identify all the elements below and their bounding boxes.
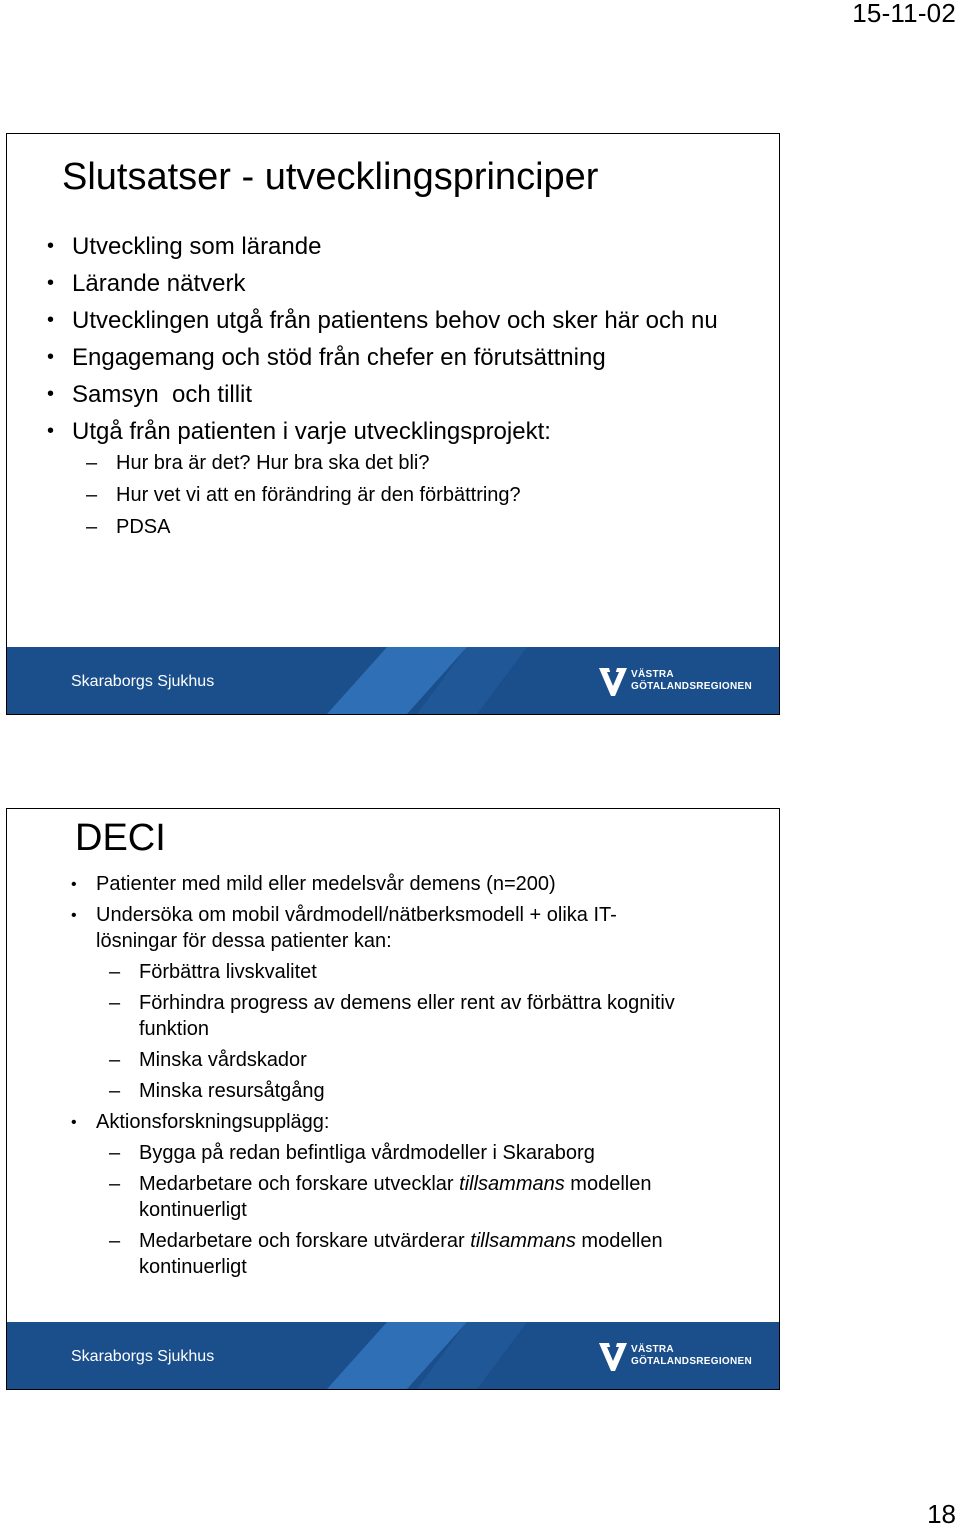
bullet-text: Engagemang och stöd från chefer en förutsättning [72, 344, 606, 371]
bullet-item [71, 1109, 741, 1135]
bullet-text: Samsyn och tillit [72, 381, 253, 408]
emphasis-text: tillsammans [470, 1230, 576, 1252]
vgr-logo [597, 1339, 753, 1373]
bullet-icon: • [47, 383, 55, 405]
logo-line-2: GÖTALANDSREGIONEN [631, 681, 753, 692]
sub-bullet-text: Hur vet vi att en förändring är den förbättring? [116, 484, 521, 506]
bullet-item [47, 231, 757, 262]
logo-line-1: VÄSTRA [631, 669, 674, 680]
sub-bullet-text: PDSA [116, 516, 171, 538]
page-date: 15-11-02 [852, 0, 956, 28]
logo-line-1: VÄSTRA [631, 1344, 674, 1355]
bullet-text: Undersöka om mobil vårdmodell/nätberksmodell + olika IT-lösningar för dessa patienter kan: [96, 904, 617, 952]
dash-icon: – [109, 1049, 121, 1071]
bullet-text: Lärande nätverk [72, 270, 246, 297]
sub-bullet-item [47, 514, 757, 540]
sub-bullet-item [71, 1078, 741, 1104]
dash-icon: – [86, 516, 98, 538]
vgr-logo-icon [597, 1339, 629, 1373]
sub-bullet-item [47, 450, 757, 476]
dash-icon: – [109, 992, 121, 1014]
sub-bullet-text: Medarbetare och forskare utvecklar [139, 1173, 460, 1195]
sub-bullet-text: Minska resursåtgång [139, 1080, 325, 1102]
bullet-item [47, 342, 757, 373]
bullet-icon: • [71, 1114, 77, 1131]
sub-bullet-item [71, 990, 739, 1042]
slide-title: DECI [75, 817, 166, 859]
bullet-icon: • [47, 309, 55, 331]
footer-label: Skaraborgs Sjukhus [71, 1348, 215, 1365]
slide-conclusions [6, 133, 780, 715]
bullet-list [47, 231, 757, 546]
bullet-icon: • [47, 420, 55, 442]
sub-bullet-item [47, 482, 757, 508]
sub-bullet-text: Hur bra är det? Hur bra ska det bli? [116, 452, 430, 474]
bullet-item [47, 416, 757, 447]
sub-bullet-text: Förhindra progress av demens eller rent av förbättra kognitiv funktion [139, 992, 675, 1040]
sub-bullet-item [71, 1228, 729, 1280]
dash-icon: – [109, 1142, 121, 1164]
slide-deci [6, 808, 780, 1390]
bullet-text: Patienter med mild eller medelsvår demens (n=200) [96, 873, 556, 895]
bullet-item [47, 379, 757, 410]
page-number: 18 [927, 1499, 956, 1529]
vgr-logo-icon [597, 664, 629, 698]
slide-title: Slutsatser - utvecklingsprinciper [62, 156, 599, 198]
dash-icon: – [109, 1230, 121, 1252]
dash-icon: – [86, 452, 98, 474]
sub-bullet-text: Medarbetare och forskare utvärderar [139, 1230, 471, 1252]
sub-bullet-item [71, 1140, 741, 1166]
sub-bullet-text: Förbättra livskvalitet [139, 961, 317, 983]
bullet-item [47, 268, 757, 299]
slide-footer [7, 647, 779, 714]
sub-bullet-item [71, 1047, 741, 1073]
dash-icon: – [86, 484, 98, 506]
dash-icon: – [109, 1173, 121, 1195]
sub-bullet-text: modellen kontinuerligt [139, 1230, 663, 1278]
bullet-icon: • [47, 235, 55, 257]
logo-line-2: GÖTALANDSREGIONEN [631, 1356, 753, 1367]
bullet-icon: • [47, 346, 55, 368]
bullet-icon: • [47, 272, 55, 294]
sub-bullet-text: Bygga på redan befintliga vårdmodeller i Skaraborg [139, 1142, 595, 1164]
bullet-text: Utvecklingen utgå från patientens behov och sker här och nu [72, 307, 718, 334]
dash-icon: – [109, 961, 121, 983]
bullet-item [71, 902, 666, 954]
bullet-item [71, 871, 741, 897]
bullet-text: Utgå från patienten i varje utvecklingsprojekt: [72, 418, 551, 445]
bullet-text: Aktionsforskningsupplägg: [96, 1111, 330, 1133]
sub-bullet-item [71, 1171, 719, 1223]
sub-bullet-item [71, 959, 741, 985]
bullet-icon: • [71, 876, 77, 893]
vgr-logo [597, 664, 753, 698]
sub-bullet-text: Minska vårdskador [139, 1049, 307, 1071]
emphasis-text: tillsammans [459, 1173, 565, 1195]
sub-bullet-text: modellen kontinuerligt [139, 1173, 652, 1221]
slide-footer [7, 1322, 779, 1389]
bullet-list [71, 871, 741, 1285]
bullet-text: Utveckling som lärande [72, 233, 322, 260]
footer-label: Skaraborgs Sjukhus [71, 673, 215, 690]
bullet-icon: • [71, 907, 77, 924]
dash-icon: – [109, 1080, 121, 1102]
bullet-item [47, 305, 757, 336]
